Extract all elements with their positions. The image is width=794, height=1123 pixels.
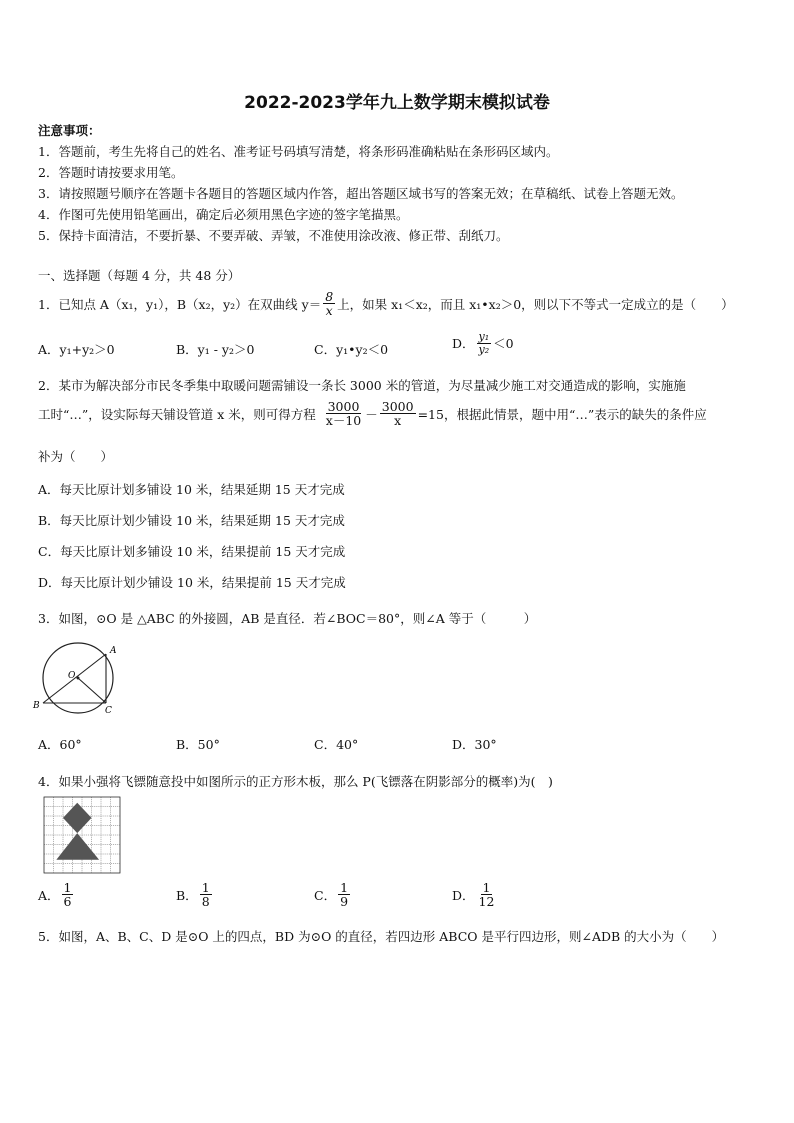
q4-option-a-den: 6 — [63, 894, 72, 910]
q4-option-d-den: 12 — [478, 894, 495, 910]
q4-shaded-diamond — [63, 803, 92, 833]
q1-text-post: 上，如果 x₁＜x₂，而且 x₁•x₂＞0，则以下不等式一定成立的是（ ） — [337, 296, 734, 312]
q4-option-c — [314, 881, 352, 908]
q4-option-d-fraction — [477, 881, 497, 908]
question-5: 5．如图，A、B、C、D 是⊙O 上的四点，BD 为⊙O 的直径，若四边形 ABCO 是平行四边形，则∠ADB 的大小为（ ） — [38, 929, 725, 944]
q4-option-d-label: D． — [452, 887, 475, 903]
q2-frac1-num: 3000 — [327, 399, 360, 414]
notice-item-2: 2．答题时请按要求用笔。 — [38, 165, 184, 180]
notice-item-3: 3．请按照题号顺序在答题卡各题目的答题区域内作答，超出答题区域书写的答案无效；在草稿纸、试卷上答题无效。 — [38, 186, 684, 201]
q1-option-d-fraction — [477, 331, 492, 355]
q2-option-d: D．每天比原计划少铺设 10 米，结果提前 15 天才完成 — [38, 575, 346, 590]
section-heading: 一、选择题（每题 4 分，共 48 分） — [38, 268, 241, 283]
q1-frac-den: x — [325, 303, 333, 319]
q2-option-b: B．每天比原计划少铺设 10 米，结果延期 15 天才完成 — [38, 513, 345, 528]
q4-option-b-label: B． — [176, 887, 198, 903]
q2-minus: － — [365, 406, 378, 422]
q1-option-a: A．y₁+y₂＞0 — [38, 342, 115, 357]
q2-frac2-den: x — [394, 413, 402, 429]
q2-option-c: C．每天比原计划多铺设 10 米，结果提前 15 天才完成 — [38, 544, 346, 559]
q2-frac2-num: 3000 — [381, 399, 414, 414]
q1-frac-num: 8 — [325, 289, 334, 304]
q3-option-b: B．50° — [176, 737, 220, 752]
q3-label-b: B — [33, 701, 40, 711]
q1-option-d-den: y₂ — [478, 342, 490, 356]
question-1 — [38, 290, 734, 317]
q1-option-d-num: y₁ — [478, 330, 490, 343]
q4-option-a — [38, 881, 75, 908]
page-title: 2022-2023学年九上数学期末模拟试卷 — [244, 93, 550, 113]
q2-line-2-post: =15，根据此情景，题中用“…”表示的缺失的条件应 — [417, 406, 707, 422]
q4-option-c-fraction — [338, 881, 350, 908]
notice-item-4: 4．作图可先使用铅笔画出，确定后必须用黑色字迹的签字笔描黑。 — [38, 207, 409, 222]
q3-label-a: A — [110, 646, 117, 656]
q4-dartboard-grid — [44, 797, 120, 873]
q4-shaded-triangle — [56, 833, 99, 860]
q2-line-2 — [38, 400, 707, 427]
notice-item-1: 1．答题前，考生先将自己的姓名、准考证号码填写清楚，将条形码准确粘贴在条形码区域内。 — [38, 144, 559, 159]
q4-option-c-den: 9 — [340, 894, 349, 910]
q3-option-d: D．30° — [452, 737, 497, 752]
notice-item-5: 5．保持卡面清洁，不要折暴、不要弄破、弄皱，不准使用涂改液、修正带、刮纸刀。 — [38, 228, 509, 243]
question-3: 3．如图，⊙O 是 △ABC 的外接圆，AB 是直径．若∠BOC＝80°，则∠A 等于（ ） — [38, 611, 537, 626]
q4-option-c-label: C． — [314, 887, 337, 903]
q2-frac1-den: x－10 — [325, 413, 362, 429]
q1-option-b: B．y₁ - y₂＞0 — [176, 342, 255, 357]
notice-heading: 注意事项： — [38, 123, 101, 138]
q4-option-d — [452, 881, 498, 908]
q4-option-b-den: 8 — [201, 894, 210, 910]
q4-option-a-num: 1 — [63, 880, 72, 895]
q4-option-b — [176, 881, 214, 908]
q2-line-1: 2．某市为解决部分市民冬季集中取暖问题需铺设一条长 3000 米的管道，为尽量减少施工对交通造成的影响，实施施 — [38, 378, 686, 393]
q4-option-c-num: 1 — [340, 880, 349, 895]
q1-fraction — [323, 290, 335, 317]
q2-line-3: 补为（ ） — [38, 449, 114, 464]
q2-fraction-2 — [380, 400, 416, 427]
q4-option-b-num: 1 — [201, 880, 210, 895]
q2-line-2-pre: 工时“…”，设实际每天铺设管道 x 米，则可得方程 — [38, 406, 316, 422]
q3-label-c: C — [105, 706, 112, 716]
q4-option-a-fraction — [62, 881, 74, 908]
q1-option-d — [452, 331, 514, 355]
q4-option-b-fraction — [200, 881, 212, 908]
q4-option-a-label: A． — [38, 887, 60, 903]
q2-fraction-1 — [324, 400, 363, 427]
q1-text-pre: 1．已知点 A（x₁，y₁），B（x₂，y₂）在双曲线 y＝ — [38, 296, 322, 312]
q1-option-d-post: ＜0 — [493, 336, 514, 352]
q4-option-d-num: 1 — [482, 880, 491, 895]
q1-option-c: C．y₁•y₂＜0 — [314, 342, 389, 357]
q3-option-a: A．60° — [38, 737, 82, 752]
q3-label-o: O — [68, 671, 76, 681]
q1-option-d-label: D． — [452, 336, 475, 352]
q3-circle-figure — [34, 640, 124, 720]
q3-option-c: C．40° — [314, 737, 359, 752]
question-4: 4．如果小强将飞镖随意投中如图所示的正方形木板，那么 P(飞镖落在阴影部分的概率)为( ) — [38, 774, 553, 789]
q2-option-a: A．每天比原计划多铺设 10 米，结果延期 15 天才完成 — [38, 482, 345, 497]
